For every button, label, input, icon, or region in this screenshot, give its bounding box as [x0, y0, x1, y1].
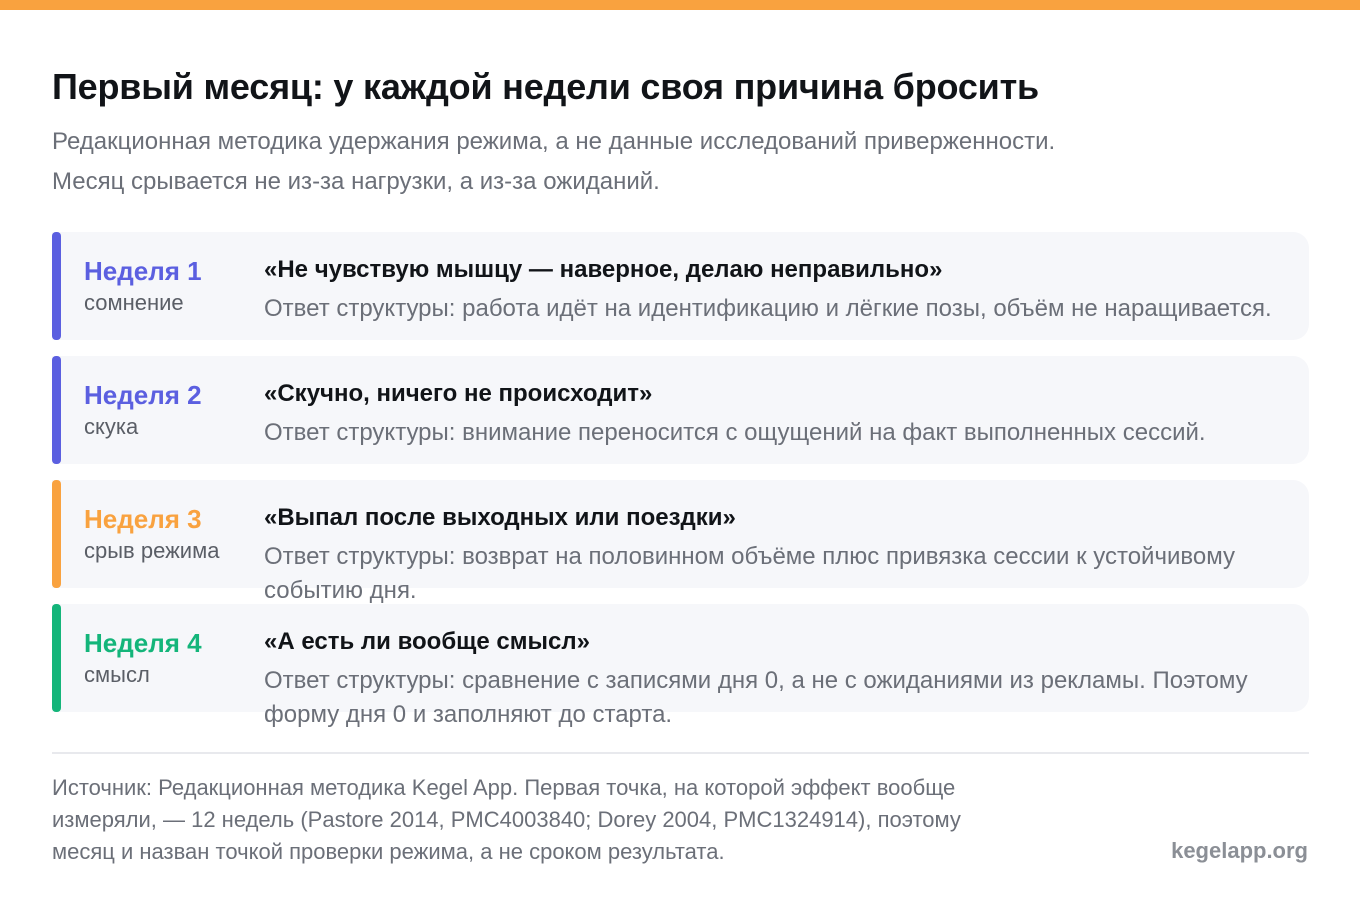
- week-card-3: [52, 480, 1309, 604]
- source-line: месяц и назван точкой проверки режима, а не сроком результата.: [52, 839, 725, 864]
- week-tag: скука: [84, 414, 139, 439]
- week-list: [52, 232, 1309, 728]
- week-answer: Ответ структуры: внимание переносится с ощущений на факт выполненных сессий.: [264, 419, 1206, 446]
- week-label: Неделя 3: [84, 504, 202, 534]
- week-tag: срыв режима: [84, 538, 220, 563]
- week-accent-bar: [52, 232, 61, 340]
- week-accent-bar: [52, 604, 61, 712]
- week-answer: Ответ структуры: возврат на половинном объёме плюс привязка сессии к устойчивому событию дня.: [264, 543, 1235, 604]
- week-accent-bar: [52, 480, 61, 588]
- week-label: Неделя 1: [84, 256, 202, 286]
- week-tag: смысл: [84, 662, 150, 687]
- week-answer: Ответ структуры: работа идёт на идентификацию и лёгкие позы, объём не наращивается.: [264, 295, 1272, 322]
- page-subtitle: [52, 122, 1292, 202]
- week-card-4: [52, 604, 1309, 728]
- week-accent-bar: [52, 356, 61, 464]
- subtitle-line: Редакционная методика удержания режима, а не данные исследований приверженности.: [52, 128, 1056, 155]
- top-accent-bar: [0, 0, 1360, 10]
- week-card-2: [52, 356, 1309, 464]
- source-note: [52, 772, 1092, 868]
- source-line: измеряли, — 12 недель (Pastore 2014, PMC4003840; Dorey 2004, PMC1324914), поэтому: [52, 807, 961, 832]
- week-quote: «Скучно, ничего не происходит»: [264, 380, 653, 407]
- week-quote: «Выпал после выходных или поездки»: [264, 504, 736, 531]
- footer-divider: [52, 752, 1309, 754]
- brand-link[interactable]: kegelapp.org: [1171, 838, 1308, 863]
- week-tag: сомнение: [84, 290, 184, 315]
- subtitle-line: Месяц срывается не из-за нагрузки, а из-за ожиданий.: [52, 168, 660, 195]
- week-label: Неделя 4: [84, 628, 202, 658]
- week-label: Неделя 2: [84, 380, 202, 410]
- source-line: Источник: Редакционная методика Kegel App. Первая точка, на которой эффект вообще: [52, 775, 956, 800]
- week-card-1: [52, 232, 1309, 340]
- page-title: Первый месяц: у каждой недели своя причина бросить: [52, 66, 1039, 107]
- week-quote: «А есть ли вообще смысл»: [264, 628, 590, 655]
- week-answer: Ответ структуры: сравнение с записями дня 0, а не с ожиданиями из рекламы. Поэтому форму дня 0 и заполняют до старта.: [264, 667, 1248, 728]
- week-quote: «Не чувствую мышцу — наверное, делаю неправильно»: [264, 256, 943, 283]
